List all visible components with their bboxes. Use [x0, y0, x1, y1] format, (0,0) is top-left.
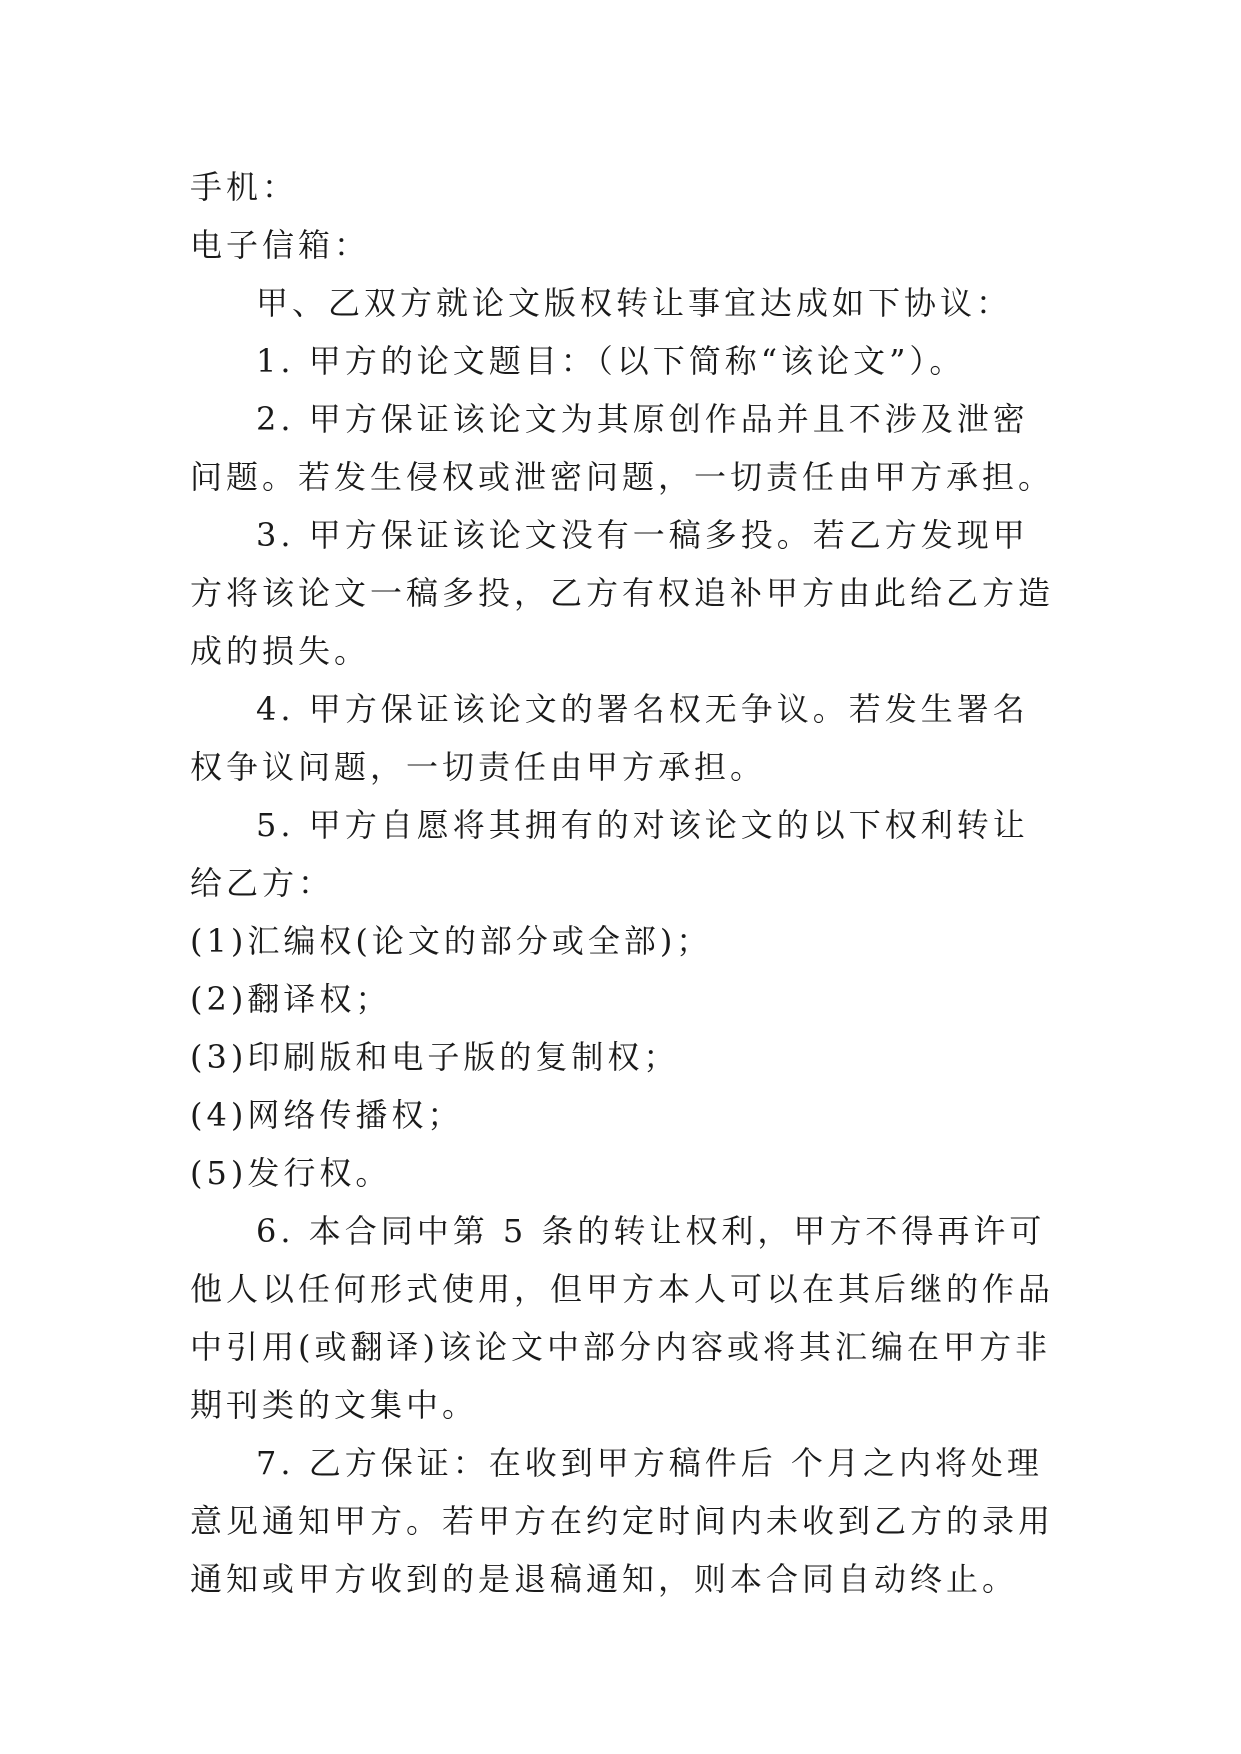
clause-5: 5. 甲方自愿将其拥有的对该论文的以下权利转让给乙方：: [190, 806, 1029, 902]
right-item-4: (4)网络传播权；: [190, 1096, 464, 1134]
document-body: [190, 158, 1060, 1608]
right-item-1: (1)汇编权(论文的部分或全部)；: [190, 922, 713, 960]
clause-6: 6. 本合同中第 5 条的转让权利，甲方不得再许可他人以任何形式使用，但甲方本人可以在其后继的作品中引用(或翻译)该论文中部分内容或将其汇编在甲方非期刊类的文集中。: [190, 1212, 1055, 1424]
right-item-2: (2)翻译权；: [190, 980, 392, 1018]
email-line: 电子信箱：: [190, 226, 371, 264]
phone-line: 手机：: [190, 168, 299, 206]
clause-3: 3. 甲方保证该论文没有一稿多投。若乙方发现甲方将该论文一稿多投，乙方有权追补甲方由此给乙方造成的损失。: [190, 516, 1055, 670]
right-item-3: (3)印刷版和电子版的复制权；: [190, 1038, 680, 1076]
clause-2: 2. 甲方保证该论文为其原创作品并且不涉及泄密问题。若发生侵权或泄密问题，一切责任由甲方承担。: [190, 400, 1055, 496]
agreement-intro: 甲、乙双方就论文版权转让事宜达成如下协议：: [256, 284, 1013, 322]
clause-4: 4. 甲方保证该论文的署名权无争议。若发生署名权争议问题，一切责任由甲方承担。: [190, 690, 1029, 786]
right-item-5: (5)发行权。: [190, 1154, 392, 1192]
clause-7: 7. 乙方保证：在收到甲方稿件后 个月之内将处理意见通知甲方。若甲方在约定时间内未收到乙方的录用通知或甲方收到的是退稿通知，则本合同自动终止。: [190, 1444, 1055, 1598]
clause-1: 1. 甲方的论文题目：（以下简称“该论文”）。: [256, 342, 966, 380]
